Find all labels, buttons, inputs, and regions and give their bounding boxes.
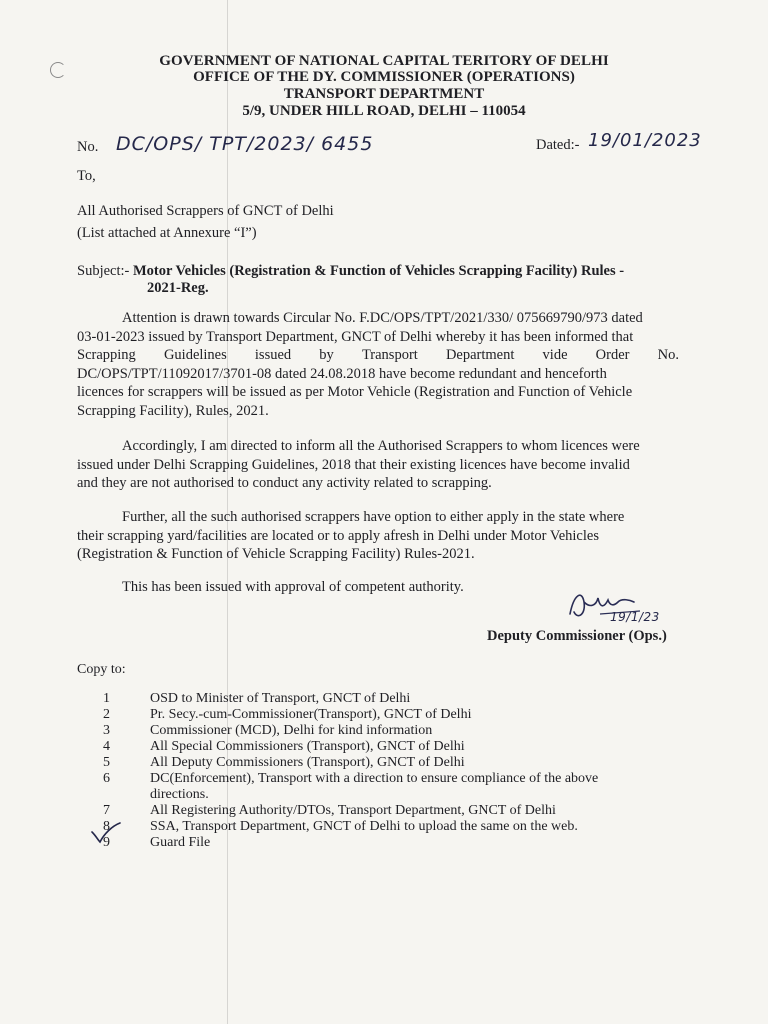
paragraph-line: This has been issued with approval of competent authority. (122, 579, 464, 595)
list-item: 4 All Special Commissioners (Transport), GNCT of Delhi (103, 739, 465, 754)
subject-text-2: 2021-Reg. (147, 280, 209, 296)
designation: Deputy Commissioner (Ops.) (487, 628, 667, 644)
copy-list (100, 691, 598, 851)
list-item: 8 SSA, Transport Department, GNCT of Delhi to upload the same on the web. (103, 819, 578, 834)
tick-mark-icon (88, 822, 122, 844)
paragraph-line: issued under Delhi Scrapping Guidelines, 2018 that their existing licences have become invalid (77, 456, 630, 473)
paragraph-line: (Registration & Function of Vehicle Scrapping Facility) Rules-2021. (77, 546, 475, 562)
header-government: GOVERNMENT OF NATIONAL CAPITAL TERITORY OF DELHI (159, 53, 609, 69)
list-item: 6 DC(Enforcement), Transport with a direction to ensure compliance of the above (103, 771, 599, 786)
header-office: OFFICE OF THE DY. COMMISSIONER (OPERATIONS) (193, 69, 575, 85)
dated-handwritten: 19/01/2023 (588, 130, 702, 151)
list-item: 3 Commissioner (MCD), Delhi for kind information (103, 723, 433, 738)
to-label: To, (77, 168, 96, 184)
paragraph-2 (77, 437, 679, 493)
header-address: 5/9, UNDER HILL ROAD, DELHI – 110054 (242, 103, 526, 119)
dated-label: Dated:- (536, 137, 580, 153)
paragraph-line: Accordingly, I am directed to inform all the Authorised Scrappers to whom licences were (122, 438, 640, 454)
paragraph-line: DC/OPS/TPT/11092017/3701-08 dated 24.08.2018 have become redundant and henceforth (77, 365, 607, 382)
reference-no-label: No. (77, 139, 99, 155)
list-item: 2 Pr. Secy.-cum-Commissioner(Transport), GNCT of Delhi (103, 707, 472, 722)
list-item: 5 All Deputy Commissioners (Transport), GNCT of Delhi (103, 755, 465, 770)
reference-no-handwritten: DC/OPS/ TPT/2023/ 6455 (116, 133, 374, 155)
list-item: directions. (150, 787, 209, 802)
addressee-line-2: (List attached at Annexure “I”) (77, 225, 257, 241)
paragraph-line: Scrapping Facility), Rules, 2021. (77, 402, 269, 419)
paragraph-3 (77, 508, 679, 564)
copy-to-label: Copy to: (77, 662, 126, 677)
paragraph-1 (77, 309, 679, 420)
paragraph-line: Scrapping Guidelines issued by Transport Department vide Order No. (77, 347, 679, 363)
header-department: TRANSPORT DEPARTMENT (283, 86, 485, 102)
subject-text-1: Motor Vehicles (Registration & Function of Vehicles Scrapping Facility) Rules - (132, 263, 625, 279)
signature-date: 19/1/23 (610, 610, 660, 624)
paragraph-line: 03-01-2023 issued by Transport Department, GNCT of Delhi whereby it has been informed that (77, 328, 634, 345)
paragraph-line: Attention is drawn towards Circular No. F.DC/OPS/TPT/2021/330/ 075669790/973 dated (122, 310, 643, 326)
list-item: 7 All Registering Authority/DTOs, Transport Department, GNCT of Delhi (103, 803, 556, 818)
paragraph-line: and they are not authorised to conduct any activity related to scrapping. (77, 475, 492, 491)
paragraph-line: Further, all the such authorised scrappers have option to either apply in the state where (122, 509, 625, 525)
list-item: 9 Guard File (103, 835, 211, 850)
subject-label: Subject:- (77, 263, 130, 279)
addressee-line-1: All Authorised Scrappers of GNCT of Delhi (77, 203, 334, 219)
list-item: 1 OSD to Minister of Transport, GNCT of Delhi (103, 691, 411, 706)
paragraph-line: their scrapping yard/facilities are located or to apply afresh in Delhi under Motor Vehicles (77, 527, 599, 544)
paragraph-line: licences for scrappers will be issued as per Motor Vehicle (Registration and Function of Vehicle (77, 384, 633, 400)
subject-line-1 (77, 263, 624, 280)
